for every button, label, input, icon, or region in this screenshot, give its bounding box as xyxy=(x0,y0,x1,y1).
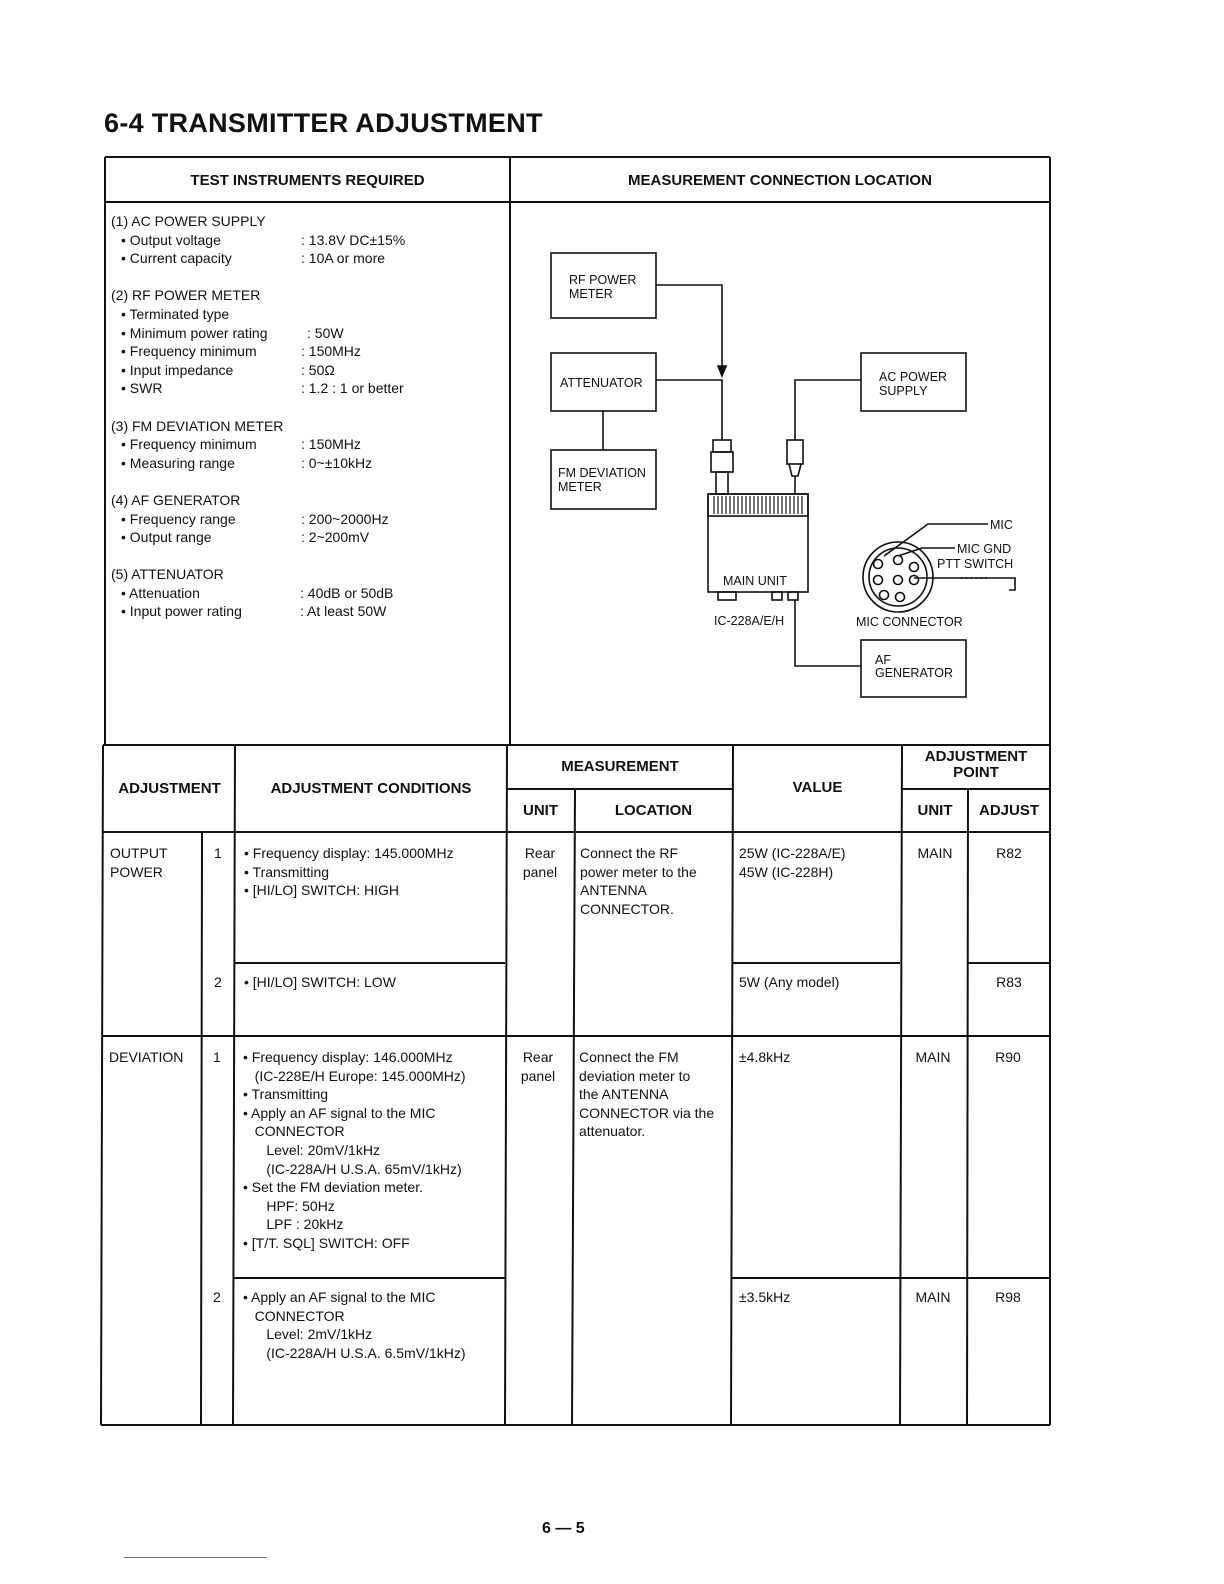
measurement-unit: Rear panel xyxy=(522,845,558,880)
output-power-name: OUTPUT POWER xyxy=(110,845,168,880)
measurement-unit-header: UNIT xyxy=(523,802,558,819)
step-number: 2 xyxy=(214,974,222,990)
spec-label: • Output voltage xyxy=(121,231,221,248)
spec-label: • Frequency minimum xyxy=(121,436,257,453)
value-text: 5W (Any model) xyxy=(739,974,840,990)
instrument-title: (1) AC POWER SUPPLY xyxy=(111,213,266,229)
mic-label: MIC xyxy=(990,518,1013,532)
connection-header: MEASUREMENT CONNECTION LOCATION xyxy=(628,172,932,189)
spec-value: : 200~2000Hz xyxy=(301,510,389,527)
spec-label: • SWR xyxy=(121,380,163,397)
spec-label: • Frequency minimum xyxy=(121,343,257,360)
page-title: 6-4 TRANSMITTER ADJUSTMENT xyxy=(104,108,543,138)
spec-value: : 150MHz xyxy=(301,436,361,453)
spec-label: • Input power rating xyxy=(121,603,242,620)
model-label: IC-228A/E/H xyxy=(714,614,785,628)
spec-label: • Input impedance xyxy=(121,361,234,378)
step-number: 1 xyxy=(213,1049,221,1065)
ap-adjust-header: ADJUST xyxy=(978,802,1039,819)
ac-power-supply-label-line1: AC POWER xyxy=(879,370,948,384)
spec-value: : 50W xyxy=(307,324,344,341)
spec-label: • Attenuation xyxy=(121,584,200,601)
measurement-unit: Rear panel xyxy=(520,1049,556,1084)
attenuator-label: ATTENUATOR xyxy=(560,376,643,390)
af-generator-label-line2: GENERATOR xyxy=(875,666,954,680)
instrument-title: (2) RF POWER METER xyxy=(111,287,261,304)
spec-value: : 1.2 : 1 or better xyxy=(301,380,404,397)
fm-deviation-meter-label-line1: FM DEVIATION xyxy=(558,466,646,480)
condition-text: • Frequency display: 145.000MHz • Transmitting • [HI/LO] SWITCH: HIGH xyxy=(244,845,454,899)
measurement-location: Connect the RF power meter to the ANTENNA CONNECTOR. xyxy=(580,845,697,917)
instrument-title: (4) AF GENERATOR xyxy=(111,491,241,508)
spec-label: • Minimum power rating xyxy=(121,324,268,341)
spec-label: • Terminated type xyxy=(121,305,230,322)
conditions-header: ADJUSTMENT CONDITIONS xyxy=(270,780,472,797)
mic-gnd-label: MIC GND xyxy=(957,542,1012,556)
adjustment-point-header: ADJUSTMENT POINT xyxy=(924,748,1028,781)
ap-adjust: R90 xyxy=(995,1049,1021,1065)
step-number: 2 xyxy=(213,1289,221,1305)
spec-value: : 150MHz xyxy=(301,343,361,360)
step-number: 1 xyxy=(214,845,222,861)
ptt-switch-label: PTT SWITCH xyxy=(937,557,1014,571)
value-text: ±3.5kHz xyxy=(739,1289,791,1305)
ap-unit: MAIN xyxy=(915,1289,951,1305)
af-generator-label-line1: AF xyxy=(875,653,891,667)
ap-unit: MAIN xyxy=(917,845,953,861)
ap-unit-header: UNIT xyxy=(917,802,953,819)
adjustment-header: ADJUSTMENT xyxy=(118,780,221,797)
value-text: 25W (IC-228A/E) 45W (IC-228H) xyxy=(739,845,846,880)
condition-text: • [HI/LO] SWITCH: LOW xyxy=(244,974,396,990)
value-text: ±4.8kHz xyxy=(739,1049,791,1065)
rf-power-meter-label-line1: RF POWER xyxy=(569,273,637,287)
instrument-title: (5) ATTENUATOR xyxy=(111,566,224,583)
spec-value: : 10A or more xyxy=(301,250,386,267)
spec-value: : 2~200mV xyxy=(301,529,370,546)
instruments-header: TEST INSTRUMENTS REQUIRED xyxy=(190,172,425,189)
mic-connector-label: MIC CONNECTOR xyxy=(856,615,963,629)
ap-unit: MAIN xyxy=(915,1049,951,1065)
spec-value: : 50Ω xyxy=(301,361,335,378)
ap-adjust: R82 xyxy=(996,845,1022,861)
spec-label: • Frequency range xyxy=(121,510,236,527)
condition-text: • Apply an AF signal to the MIC CONNECTOR Level: 2mV/1kHz (IC-228A/H U.S.A. 6.5mV/1kHz) xyxy=(243,1289,466,1361)
page-number: 6 — 5 xyxy=(542,1520,585,1537)
instrument-title: (3) FM DEVIATION METER xyxy=(111,417,284,434)
spec-label: • Output range xyxy=(121,529,212,546)
ap-adjust: R98 xyxy=(995,1289,1021,1305)
condition-text: • Frequency display: 146.000MHz (IC-228E/H Europe: 145.000MHz) • Transmitting • Apply an AF signal to the MIC CONNECTOR Level: 20mV/1kHz (IC-228A/H U.S.A. 65mV/1kHz) • Set the FM deviation meter. HPF: 50Hz LPF : 20kHz • [T/T. SQL] SWITCH: OFF xyxy=(243,1049,466,1251)
measurement-location: Connect the FM deviation meter to the ANTENNA CONNECTOR via the attenuator. xyxy=(579,1049,715,1140)
spec-value: : 40dB or 50dB xyxy=(300,584,394,601)
ac-power-supply-label-line2: SUPPLY xyxy=(879,384,928,398)
deviation-name: DEVIATION xyxy=(109,1049,184,1065)
main-unit-label: MAIN UNIT xyxy=(723,574,787,588)
spec-label: • Measuring range xyxy=(121,454,235,471)
location-header: LOCATION xyxy=(614,802,693,819)
spec-value: : 0~±10kHz xyxy=(301,454,373,471)
spec-value: : 13.8V DC±15% xyxy=(301,231,406,248)
spec-value: : At least 50W xyxy=(300,603,387,620)
footer-divider xyxy=(124,1557,267,1558)
ap-adjust: R83 xyxy=(996,974,1022,990)
value-header: VALUE xyxy=(792,779,843,796)
spec-label: • Current capacity xyxy=(121,250,232,267)
rf-power-meter-label-line2: METER xyxy=(569,287,613,301)
fm-deviation-meter-label-line2: METER xyxy=(558,480,602,494)
measurement-header: MEASUREMENT xyxy=(561,758,679,775)
